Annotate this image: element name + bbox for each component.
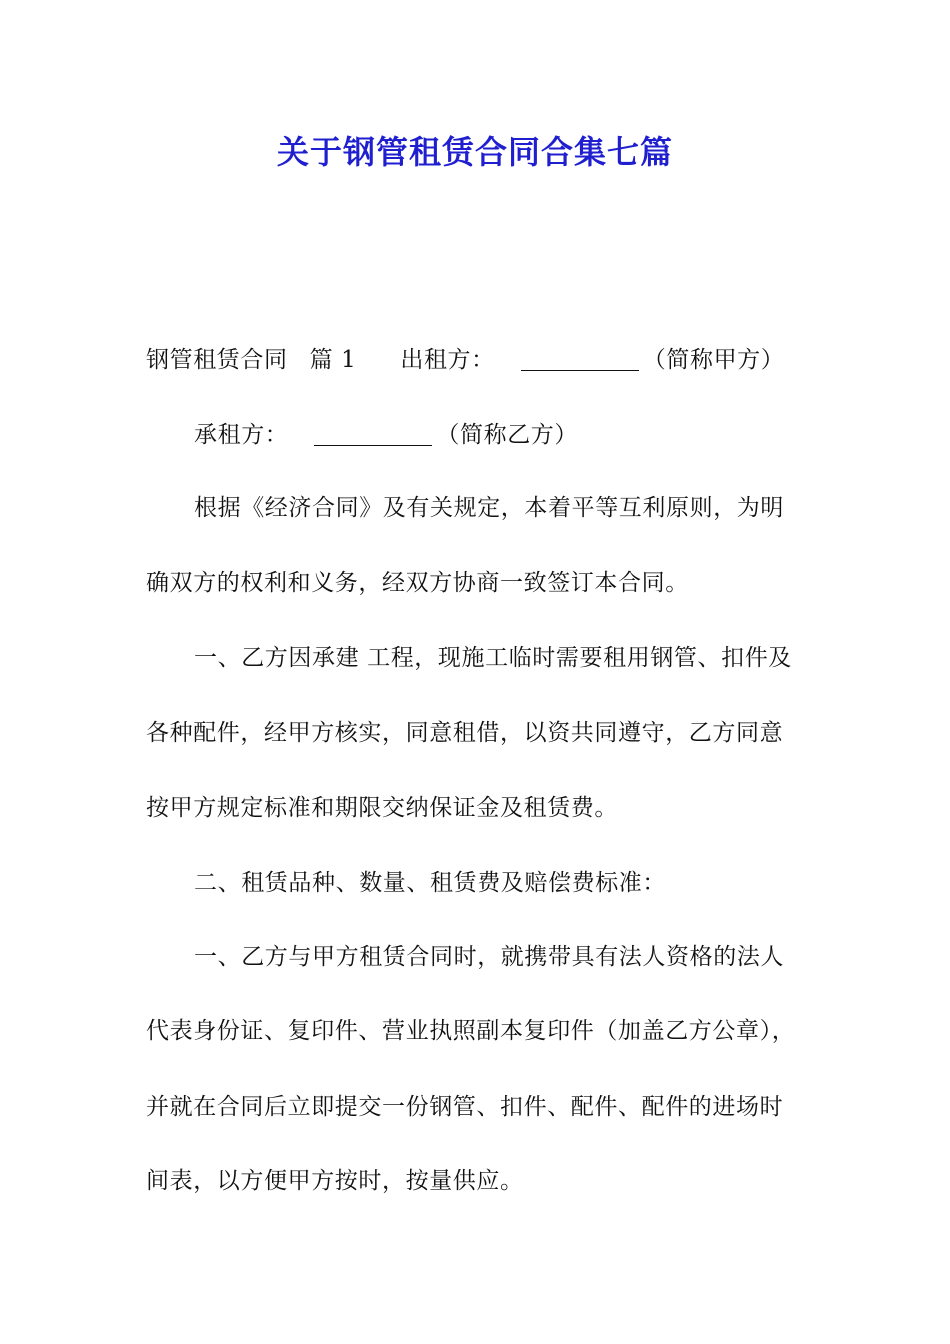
paragraph-line: 并就在合同后立即提交一份钢管、扣件、配件、配件的进场时: [146, 1094, 784, 1120]
paragraph-line: 一、乙方因承建 工程，现施工临时需要租用钢管、扣件及: [194, 645, 792, 671]
section-heading: 二、租赁品种、数量、租赁费及赔偿费标准：: [194, 870, 666, 896]
contract-part: 篇 1: [309, 347, 357, 373]
lessor-suffix: （简称甲方）: [642, 347, 785, 373]
lessee-label: 承租方：: [194, 422, 289, 448]
paragraph-line: 确双方的权利和义务，经双方协商一致签订本合同。: [146, 570, 689, 596]
lessee-line: [194, 418, 578, 452]
document-title: 关于钢管租赁合同合集七篇: [276, 133, 673, 171]
paragraph-line: 按甲方规定标准和期限交纳保证金及租赁费。: [146, 795, 618, 821]
paragraph-line: 根据《经济合同》及有关规定，本着平等互利原则，为明: [194, 495, 784, 521]
paragraph-line: 一、乙方与甲方租赁合同时，就携带具有法人资格的法人: [194, 944, 784, 970]
lessor-label: 出租方：: [400, 347, 495, 373]
lessor-blank: [521, 348, 639, 371]
paragraph-line: 间表，以方便甲方按时，按量供应。: [146, 1168, 524, 1194]
paragraph-line: 代表身份证、复印件、营业执照副本复印件（加盖乙方公章），: [146, 1018, 796, 1044]
paragraph-line: 各种配件，经甲方核实，同意租借，以资共同遵守，乙方同意: [146, 720, 784, 746]
lessee-suffix: （简称乙方）: [436, 422, 579, 448]
contract-name: 钢管租赁合同: [146, 347, 288, 373]
lessee-blank: [314, 423, 432, 446]
contract-header-line: [146, 343, 784, 377]
